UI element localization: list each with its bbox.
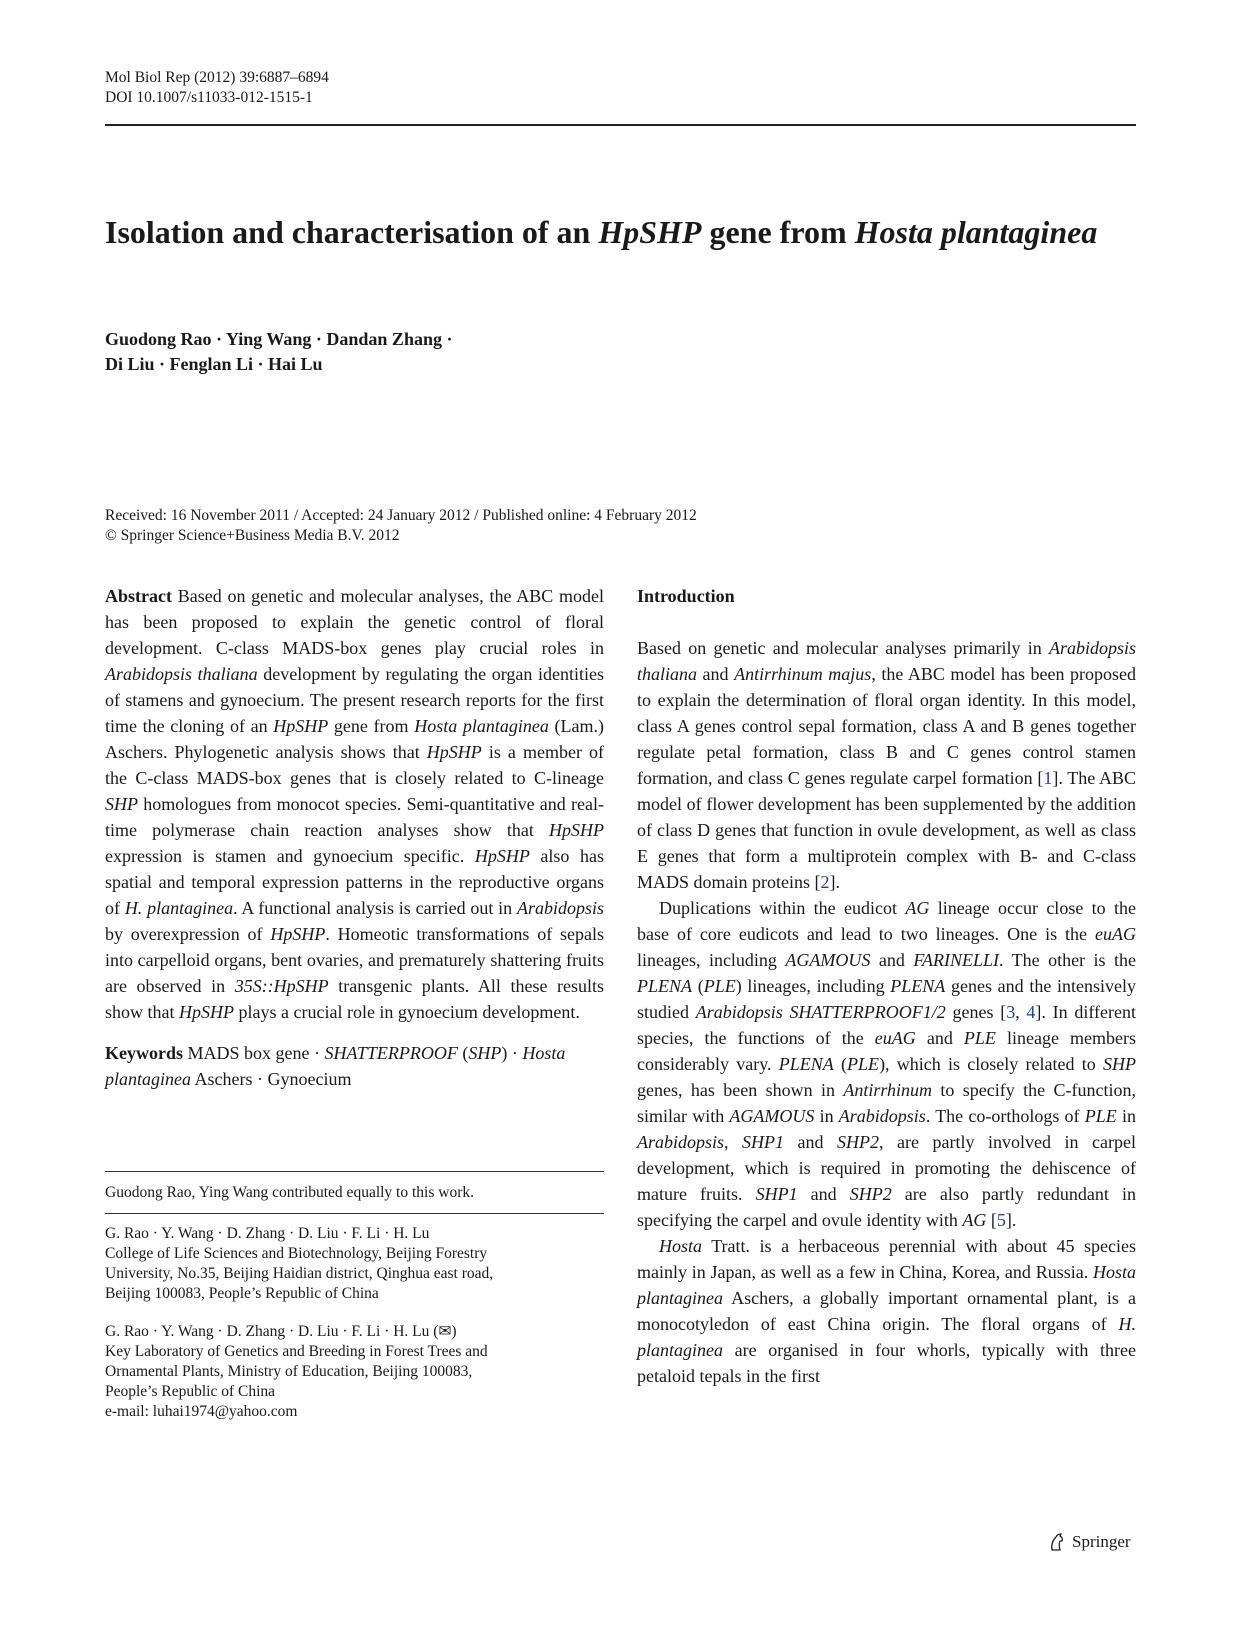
- keywords: Keywords MADS box gene · SHATTERPROOF (SHP) · Hosta plantaginea Aschers · Gynoecium: [105, 1043, 566, 1089]
- left-column: [105, 583, 604, 1092]
- affiliation-2-line: Ornamental Plants, Ministry of Education, Beijing 100083,: [105, 1363, 473, 1380]
- intro-paragraph-1: Based on genetic and molecular analyses primarily in Arabidopsis thaliana and Antirrhinum majus, the ABC model has been proposed to explain the determination of floral organ identity. In this model, class A genes control sepal formation, class A and B genes together regulate petal formation, class B and C genes control stamen formation, and class C genes regulate carpel formation [1]. The ABC model of flower development has been supplemented by the addition of class D genes that function in ovule development, as well as class E genes that form a multiprotein complex with B- and C-class MADS domain proteins [2].: [637, 638, 1136, 892]
- citation-link[interactable]: 4: [1026, 1002, 1036, 1022]
- affiliation-1-names: G. Rao · Y. Wang · D. Zhang · D. Liu · F. Li · H. Lu: [105, 1225, 430, 1242]
- affiliation-1-line: College of Life Sciences and Biotechnology, Beijing Forestry: [105, 1245, 488, 1262]
- title-gene: HpSHP: [598, 214, 702, 250]
- journal-header: [105, 68, 329, 108]
- doi: DOI 10.1007/s11033-012-1515-1: [105, 89, 313, 106]
- affiliation-2: [105, 1322, 604, 1422]
- footnote-rule-2: [105, 1213, 604, 1214]
- springer-horse-icon: [1048, 1532, 1066, 1552]
- title-species: Hosta plantaginea: [854, 214, 1098, 250]
- footnote-rule: [105, 1171, 604, 1172]
- publication-dates: [105, 506, 697, 546]
- affiliation-2-line: Key Laboratory of Genetics and Breeding in Forest Trees and: [105, 1343, 488, 1360]
- citation-link[interactable]: 5: [996, 1210, 1006, 1230]
- received-accepted-line: Received: 16 November 2011 / Accepted: 24 January 2012 / Published online: 4 February 2012: [105, 507, 697, 524]
- affiliation-1-line: Beijing 100083, People’s Republic of China: [105, 1285, 379, 1302]
- affiliation-1: [105, 1224, 604, 1304]
- publisher-logo: [1048, 1531, 1131, 1553]
- citation-link[interactable]: 2: [820, 872, 830, 892]
- equal-contribution-note: Guodong Rao, Ying Wang contributed equally to this work.: [105, 1184, 474, 1201]
- title-text-1: Isolation and characterisation of an: [105, 214, 599, 250]
- author-list: [105, 327, 452, 377]
- affiliation-2-line: People’s Republic of China: [105, 1383, 276, 1400]
- corresponding-email[interactable]: e-mail: luhai1974@yahoo.com: [105, 1403, 298, 1420]
- intro-paragraph-2: Duplications within the eudicot AG lineage occur close to the base of core eudicots and lead to two lineages. One is the euAG lineages, including AGAMOUS and FARINELLI. The other is the PLENA (PLE) lineages, including PLENA genes and the intensively studied Arabidopsis SHATTERPROOF1/2 genes [3, 4]. In different species, the functions of the euAG and PLE lineage members considerably vary. PLENA (PLE), which is closely related to SHP genes, has been shown in Antirrhinum to specify the C-function, similar with AGAMOUS in Arabidopsis. The co-orthologs of PLE in Arabidopsis, SHP1 and SHP2, are partly involved in carpel development, which is required in promoting the dehiscence of mature fruits. SHP1 and SHP2 are also partly redundant in specifying the carpel and ovule identity with AG [5].: [637, 898, 1136, 1230]
- citation-link[interactable]: 3: [1006, 1002, 1016, 1022]
- affiliation-1-line: University, No.35, Beijing Haidian district, Qinghua east road,: [105, 1265, 494, 1282]
- keywords-heading: Keywords: [105, 1043, 183, 1063]
- citation-link[interactable]: 1: [1043, 768, 1053, 788]
- authors-line-1: Guodong Rao · Ying Wang · Dandan Zhang ·: [105, 329, 453, 349]
- paper-title: [105, 213, 1136, 251]
- abstract-heading: Abstract: [105, 586, 172, 606]
- title-text-2: gene from: [701, 214, 855, 250]
- intro-paragraph-3: Hosta Tratt. is a herbaceous perennial with about 45 species mainly in Japan, as well as a few in China, Korea, and Russia. Hosta plantaginea Aschers, a globally important ornamental plant, is a monocotyledon of east China origin. The floral organs of H. plantaginea are organised in four whorls, typically with three petaloid tepals in the first: [637, 1236, 1136, 1386]
- publisher-name: Springer: [1072, 1532, 1131, 1551]
- header-rule: [105, 124, 1136, 126]
- affiliation-2-names: G. Rao · Y. Wang · D. Zhang · D. Liu · F. Li · H. Lu (✉): [105, 1323, 457, 1340]
- abstract: Abstract Based on genetic and molecular analyses, the ABC model has been proposed to explain the genetic control of floral development. C-class MADS-box genes play crucial roles in Arabidopsis thaliana development by regulating the organ identities of stamens and gynoecium. The present research reports for the first time the cloning of an HpSHP gene from Hosta plantaginea (Lam.) Aschers. Phylogenetic analysis shows that HpSHP is a member of the C-class MADS-box genes that is closely related to C-lineage SHP homologues from monocot species. Semi-quantitative and real-time polymerase chain reaction analyses show that HpSHP expression is stamen and gynoecium specific. HpSHP also has spatial and temporal expression patterns in the reproductive organs of H. plantaginea. A functional analysis is carried out in Arabidopsis by overexpression of HpSHP. Homeotic transformations of sepals into carpelloid organs, bent ovaries, and prematurely shattering fruits are observed in 35S::HpSHP transgenic plants. All these results show that HpSHP plays a crucial role in gynoecium development.: [105, 586, 605, 1022]
- copyright-line: © Springer Science+Business Media B.V. 2012: [105, 527, 400, 544]
- journal-citation: Mol Biol Rep (2012) 39:6887–6894: [105, 69, 329, 86]
- authors-line-2: Di Liu · Fenglan Li · Hai Lu: [105, 354, 323, 374]
- introduction-heading: Introduction: [637, 586, 735, 606]
- right-column: [637, 583, 1136, 1389]
